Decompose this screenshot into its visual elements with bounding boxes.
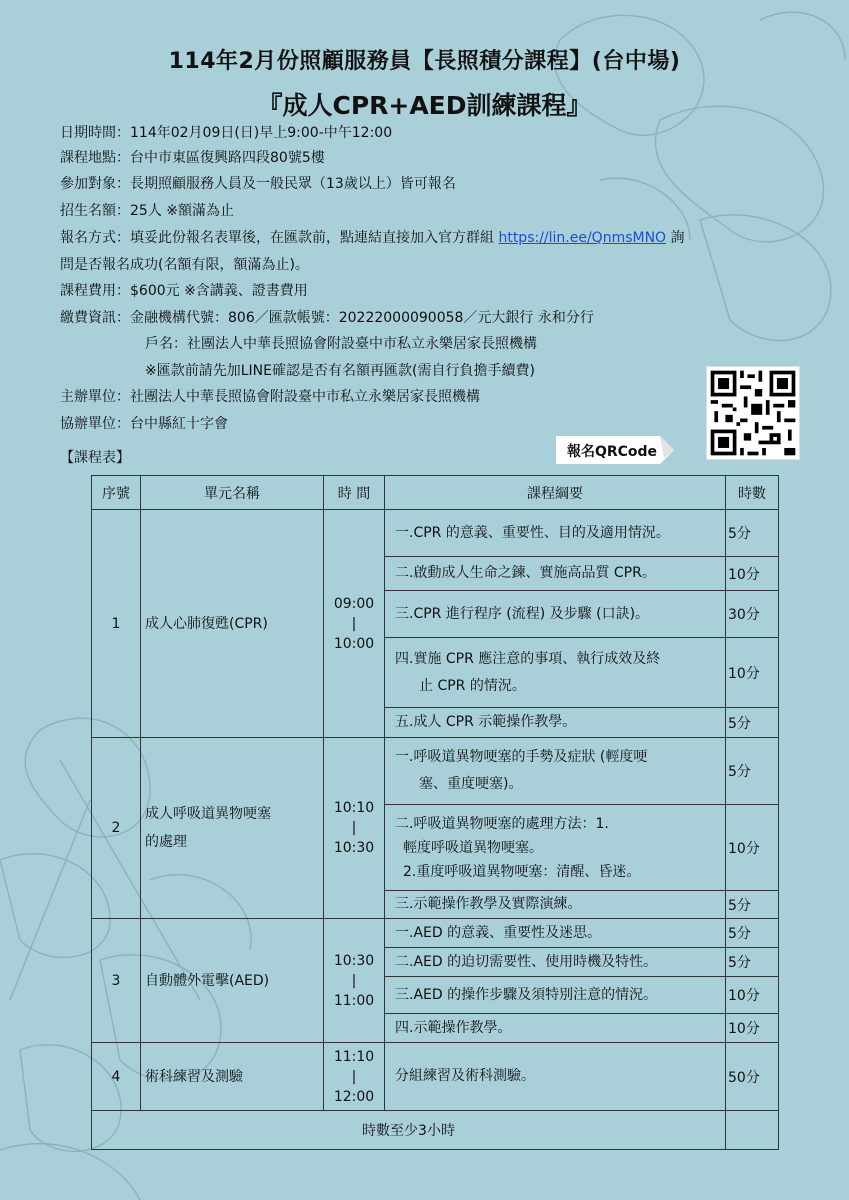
outline-item: 三.CPR 進行程序 (流程) 及步驟 (口訣)。 bbox=[385, 591, 726, 638]
info-register-line2: 問是否報名成功(名額有限，額滿為止)。 bbox=[60, 257, 309, 273]
unit-name-line: 成人呼吸道異物哽塞 bbox=[145, 806, 271, 822]
outline-line: 四.實施 CPR 應注意的事項、執行成效及終 bbox=[395, 650, 661, 667]
total-hours-note: 時數至少3小時 bbox=[92, 1111, 726, 1150]
hours-cell: 5分 bbox=[726, 708, 779, 738]
outline-item bbox=[385, 738, 726, 805]
unit-name-line: 的處理 bbox=[145, 834, 187, 850]
register-prefix: 報名方式：填妥此份報名表單後，在匯款前，點連結直接加入官方群組 bbox=[60, 230, 499, 246]
hours-cell: 10分 bbox=[726, 638, 779, 708]
outline-item: 三.示範操作教學及實際演練。 bbox=[385, 891, 726, 919]
time-end: 10:30 bbox=[333, 840, 375, 856]
outline-item: 四.示範操作教學。 bbox=[385, 1014, 726, 1043]
hours-cell: 10分 bbox=[726, 557, 779, 591]
course-schedule-table bbox=[91, 475, 779, 1150]
unit-2-time bbox=[324, 738, 385, 919]
info-date: 日期時間：114年02月09日(日)早上9:00-中午12:00 bbox=[60, 125, 393, 141]
unit-3-name: 自動體外電擊(AED) bbox=[141, 919, 324, 1043]
outline-item: 一.AED 的意義、重要性及迷思。 bbox=[385, 919, 726, 948]
qr-label-tag bbox=[556, 436, 676, 464]
table-row bbox=[92, 919, 779, 948]
time-end: 11:00 bbox=[333, 992, 375, 1009]
outline-item: 分組練習及術科測驗。 bbox=[385, 1043, 726, 1111]
unit-4-no: 4 bbox=[92, 1043, 141, 1111]
header-outline: 課程綱要 bbox=[385, 476, 726, 510]
time-end: 12:00 bbox=[333, 1088, 375, 1105]
hours-cell: 10分 bbox=[726, 977, 779, 1014]
outline-line: 塞、重度哽塞)。 bbox=[419, 776, 523, 792]
outline-item: 五.成人 CPR 示範操作教學。 bbox=[385, 708, 726, 738]
qr-code-icon bbox=[707, 367, 799, 459]
outline-line: 二.呼吸道異物哽塞的處理方法：1. bbox=[395, 815, 609, 832]
line-group-link[interactable]: https://lin.ee/QnmsMNO bbox=[498, 230, 667, 246]
unit-1-no: 1 bbox=[92, 510, 141, 738]
time-end: 10:00 bbox=[333, 635, 375, 652]
time-sep: | bbox=[351, 615, 357, 632]
info-quota: 招生名額：25人 ※額滿為止 bbox=[60, 203, 234, 219]
outline-line: 輕度呼吸道異物哽塞。 bbox=[403, 839, 543, 856]
info-organizer: 主辦單位：社團法人中華長照協會附設臺中市私立永樂居家長照機構 bbox=[60, 389, 480, 405]
info-location: 課程地點：台中市東區復興路四段80號5樓 bbox=[60, 150, 325, 166]
course-table-label: 【課程表】 bbox=[60, 450, 130, 466]
table-footer-row bbox=[92, 1111, 779, 1150]
hours-cell: 50分 bbox=[726, 1043, 779, 1111]
time-start: 10:30 bbox=[333, 952, 375, 969]
hours-cell: 5分 bbox=[726, 891, 779, 919]
time-start: 11:10 bbox=[333, 1048, 375, 1065]
table-row bbox=[92, 1043, 779, 1111]
info-payment-3: ※匯款前請先加LINE確認是否有名額再匯款(需自行負擔手續費) bbox=[145, 363, 535, 379]
info-co-organizer: 協辦單位：台中縣紅十字會 bbox=[60, 416, 228, 432]
unit-4-name: 術科練習及測驗 bbox=[141, 1043, 324, 1111]
outline-item: 三.AED 的操作步驟及須特別注意的情況。 bbox=[385, 977, 726, 1014]
time-start: 10:10 bbox=[333, 800, 375, 816]
hours-cell: 5分 bbox=[726, 919, 779, 948]
unit-1-name: 成人心肺復甦(CPR) bbox=[141, 510, 324, 738]
time-sep: | bbox=[351, 820, 357, 836]
outline-line: 止 CPR 的情況。 bbox=[419, 677, 526, 694]
time-sep: | bbox=[351, 1068, 357, 1085]
header-no: 序號 bbox=[92, 476, 141, 510]
outline-item bbox=[385, 638, 726, 708]
unit-3-no: 3 bbox=[92, 919, 141, 1043]
time-sep: | bbox=[351, 972, 357, 989]
outline-item: 一.CPR 的意義、重要性、目的及適用情況。 bbox=[385, 510, 726, 557]
header-time: 時 間 bbox=[324, 476, 385, 510]
info-audience: 參加對象：長期照顧服務人員及一般民眾（13歲以上）皆可報名 bbox=[60, 176, 456, 192]
info-fee: 課程費用：$600元 ※含講義、證書費用 bbox=[60, 283, 308, 299]
header-unit: 單元名稱 bbox=[141, 476, 324, 510]
hours-cell: 10分 bbox=[726, 805, 779, 891]
outline-item: 二.啟動成人生命之鍊、實施高品質 CPR。 bbox=[385, 557, 726, 591]
outline-line: 2.重度呼吸道異物哽塞：清醒、昏迷。 bbox=[403, 863, 641, 880]
info-payment-1: 繳費資訊：金融機構代號：806／匯款帳號：20222000090058／元大銀行 永和分行 bbox=[60, 310, 594, 326]
hours-cell: 30分 bbox=[726, 591, 779, 638]
outline-line: 一.呼吸道異物哽塞的手勢及症狀 (輕度哽 bbox=[395, 749, 648, 765]
footer-empty-cell bbox=[726, 1111, 779, 1150]
header-hours: 時數 bbox=[726, 476, 779, 510]
unit-2-no: 2 bbox=[92, 738, 141, 919]
info-register bbox=[60, 228, 685, 248]
hours-cell: 5分 bbox=[726, 738, 779, 805]
table-row bbox=[92, 510, 779, 557]
qr-label: 報名QRCode bbox=[566, 444, 658, 460]
table-header-row bbox=[92, 476, 779, 510]
qr-code[interactable] bbox=[706, 366, 800, 460]
outline-item: 二.AED 的迫切需要性、使用時機及特性。 bbox=[385, 948, 726, 977]
info-payment-2: 戶名：社團法人中華長照協會附設臺中市私立永樂居家長照機構 bbox=[145, 336, 537, 352]
unit-1-time bbox=[324, 510, 385, 738]
outline-item bbox=[385, 805, 726, 891]
table-row bbox=[92, 738, 779, 805]
time-start: 09:00 bbox=[333, 595, 375, 612]
title-line-1: 114年2月份照顧服務員【長照積分課程】(台中場) bbox=[168, 49, 681, 74]
hours-cell: 5分 bbox=[726, 948, 779, 977]
unit-4-time bbox=[324, 1043, 385, 1111]
title-line-2: 『成人CPR+AED訓練課程』 bbox=[257, 91, 592, 120]
unit-2-name bbox=[141, 738, 324, 919]
unit-3-time bbox=[324, 919, 385, 1043]
hours-cell: 5分 bbox=[726, 510, 779, 557]
register-suffix: 詢 bbox=[666, 230, 685, 246]
hours-cell: 10分 bbox=[726, 1014, 779, 1043]
